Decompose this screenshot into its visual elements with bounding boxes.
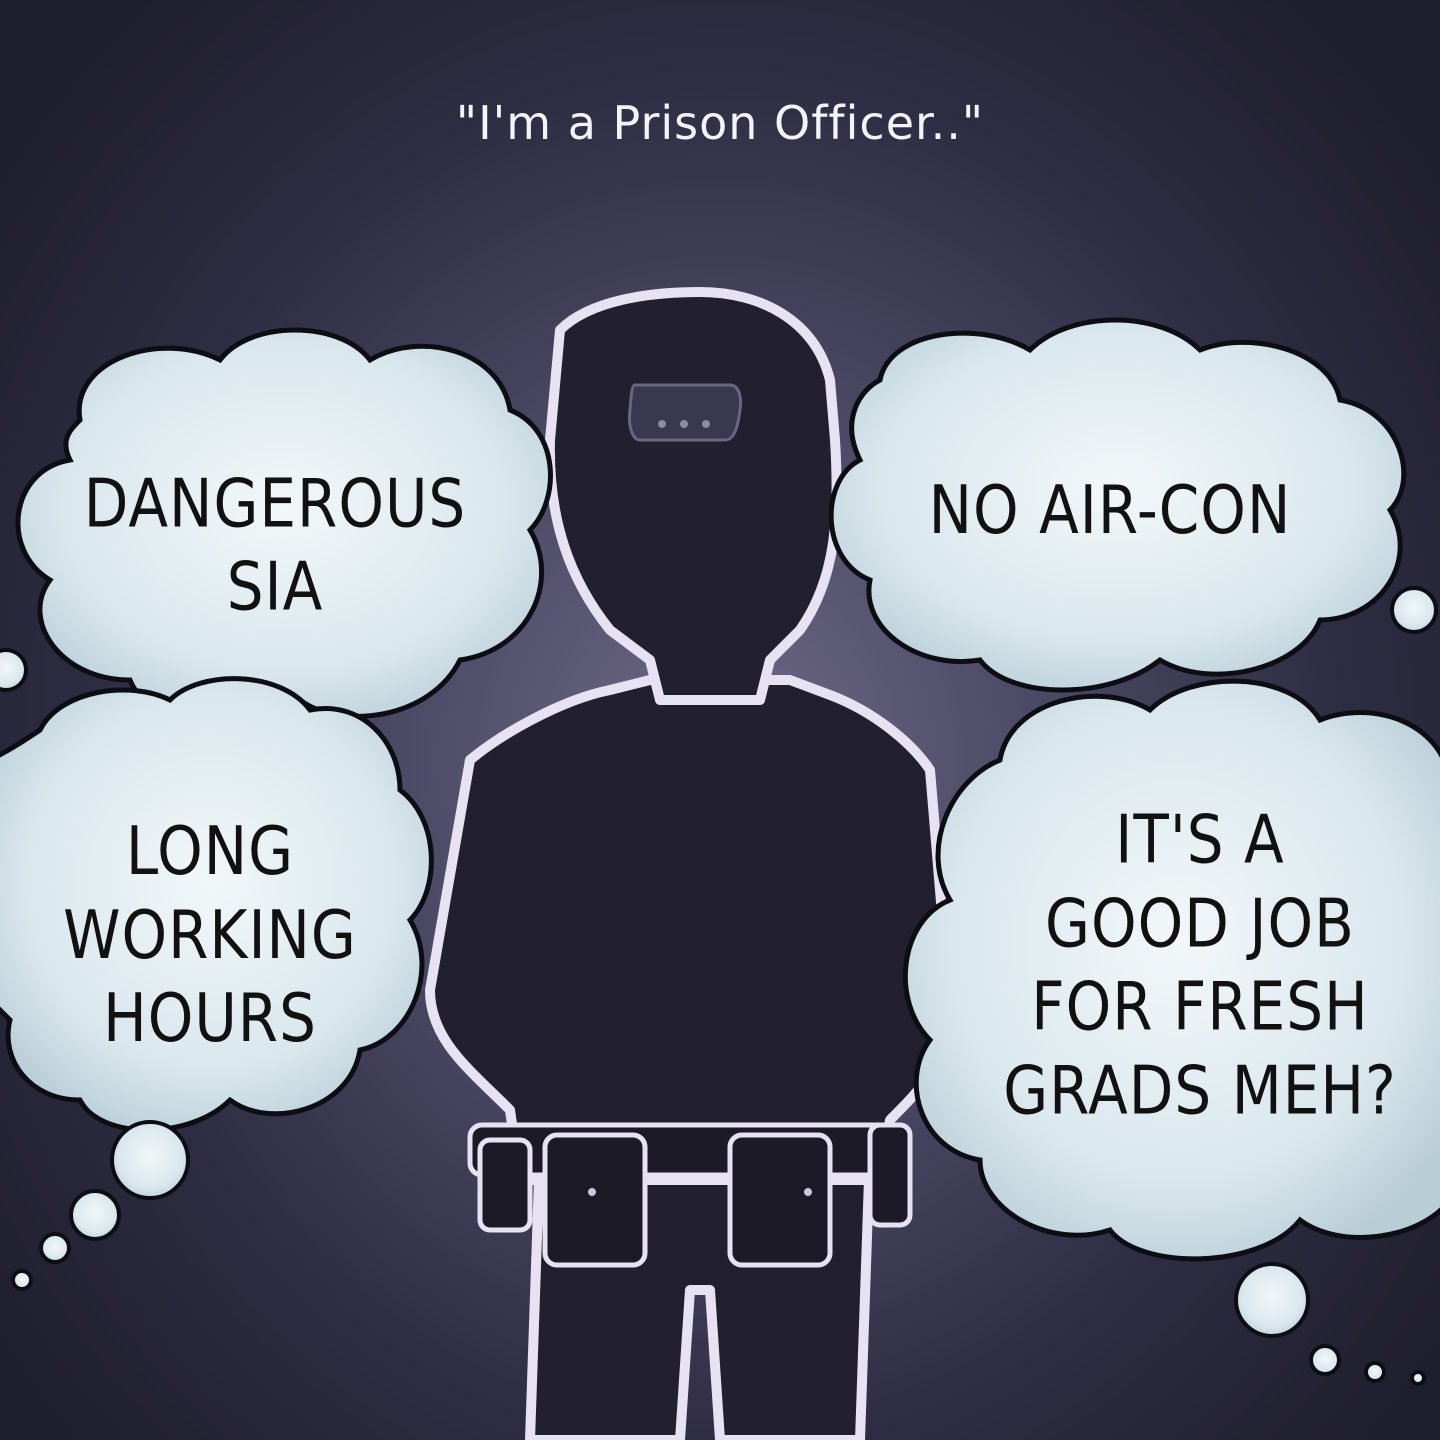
thought-line: FOR FRESH — [1031, 967, 1369, 1046]
thought-line: GOOD JOB — [1045, 883, 1355, 963]
caption: "I'm a Prison Officer.." — [455, 96, 985, 150]
cap-strap — [629, 385, 740, 440]
pouch-button-right — [804, 1188, 812, 1196]
thought-text-top-right — [870, 418, 1350, 602]
thought-line: NO AIR-CON — [928, 470, 1292, 549]
pouch-button-left — [588, 1188, 596, 1196]
thought-line: GRADS MEH? — [1003, 1050, 1397, 1129]
thought-text-bottom-right — [970, 741, 1430, 1190]
thought-line: HOURS — [103, 978, 317, 1058]
thought-line: DANGEROUS — [83, 463, 467, 543]
thought-line: SIA — [226, 547, 324, 626]
thought-line: LONG — [125, 812, 295, 891]
thought-line: WORKING — [63, 895, 357, 974]
thought-text-bottom-left — [20, 768, 400, 1102]
thought-text-top-left — [40, 413, 510, 678]
thought-line: IT'S A — [1115, 800, 1285, 879]
